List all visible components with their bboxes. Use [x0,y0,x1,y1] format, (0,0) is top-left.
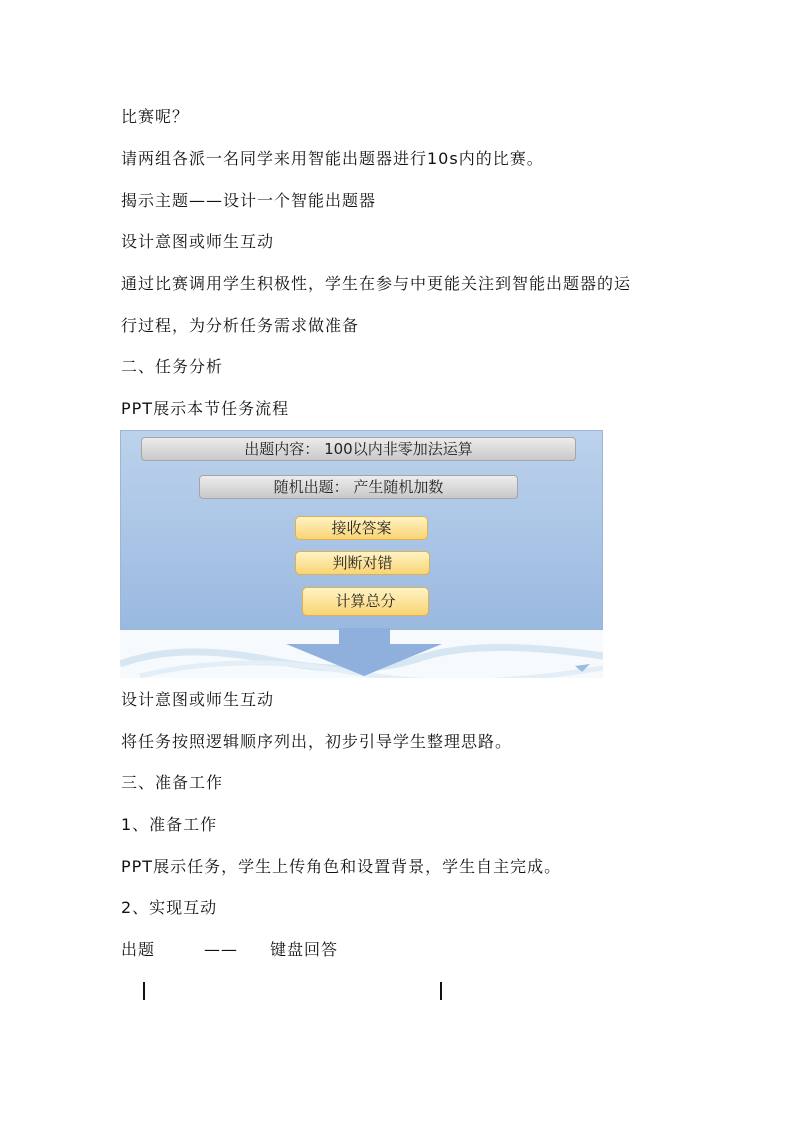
interaction-dash: —— [204,940,238,959]
down-arrow [120,628,603,678]
connector-right [440,982,442,1000]
section-heading-2: 二、任务分析 [121,357,224,376]
subheading-1: 1、准备工作 [121,815,218,834]
paragraph-6: 行过程，为分析任务需求做准备 [121,316,360,335]
flow-box-receive: 接收答案 [295,516,428,540]
task-flow-figure [120,430,603,678]
paragraph-8: 设计意图或师生互动 [121,690,275,709]
flow-box-random: 随机出题： 产生随机加数 [199,475,518,499]
paragraph-9: 将任务按照逻辑顺序列出，初步引导学生整理思路。 [121,732,513,751]
paragraph-7: PPT展示本节任务流程 [121,399,290,418]
flow-box-judge: 判断对错 [295,551,430,575]
connector-left [143,982,145,1000]
paragraph-4: 设计意图或师生互动 [121,232,275,251]
section-heading-3: 三、准备工作 [121,773,224,792]
paragraph-10: PPT展示任务，学生上传角色和设置背景，学生自主完成。 [121,857,562,876]
interaction-left: 出题 [121,940,156,959]
paragraph-2: 请两组各派一名同学来用智能出题器进行10s内的比赛。 [121,149,544,168]
paragraph-5: 通过比赛调用学生积极性，学生在参与中更能关注到智能出题器的运 [121,274,632,293]
paragraph-3: 揭示主题——设计一个智能出题器 [121,191,377,210]
flow-box-content: 出题内容： 100以内非零加法运算 [141,437,576,461]
interaction-right: 键盘回答 [270,940,339,959]
paragraph-1: 比赛呢？ [121,107,190,126]
subheading-2: 2、实现互动 [121,898,218,917]
flow-box-total: 计算总分 [302,587,429,616]
